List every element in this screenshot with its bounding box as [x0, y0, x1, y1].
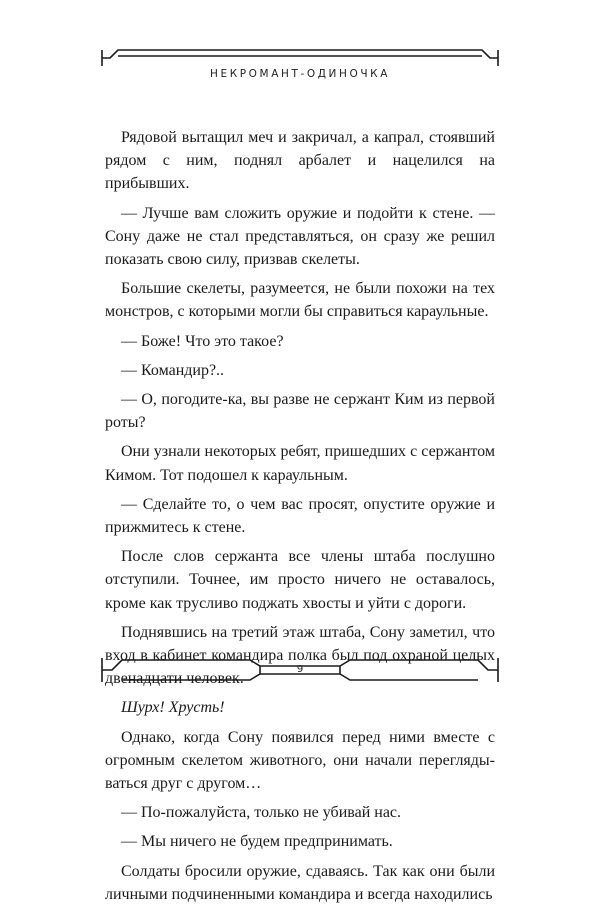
paragraph: — Командир?.. [121, 361, 225, 379]
paragraph: После слов сержанта все члены штаба послушно отступили. Точнее, им просто ничего не оставалось, кроме как трусливо поджать хвосты и уйти с дороги. [105, 548, 495, 612]
paragraph: Однако, когда Сону появился перед ними вместе с огромным скелетом животного, они начали переглядываться друг с другом… [105, 728, 495, 793]
paragraph: Рядовой вытащил меч и закричал, а капрал, стоявший рядом с ним, поднял арбалет и нацелился на прибывших. [105, 129, 495, 193]
paragraph: — По-пожалуйста, только не убивай нас. [121, 804, 402, 822]
paragraph: Солдаты бросили оружие, сдаваясь. Так как они были личными подчиненными командира и всегда находились [105, 862, 495, 903]
paragraph: Поднявшись на третий этаж штаба, Сону заметил, что вход в кабинет командира полка был под охраной целых двенадцати человек. [105, 623, 495, 688]
paragraph: — Сделайте то, о чем вас просят, опустите оружие и прижмитесь к стене. [105, 495, 495, 537]
paragraph: Они узнали некоторых ребят, пришедших с сержантом Кимом. Тот подошел к караульным. [105, 443, 495, 484]
page-number: 9 [296, 664, 304, 675]
paragraph: — Боже! Что это такое? [121, 332, 284, 350]
paragraph: — Лучше вам сложить оружие и подойти к стене. — Сону даже не стал представляться, он сразу же решил показать свою силу, призвав скелеты. [105, 204, 495, 269]
paragraph-sound-effect: Шурх! Хрусть! [121, 699, 225, 717]
paragraph: Большие скелеты, разумеется, не были похожи на тех монстров, с которыми могли бы справиться караульные. [105, 280, 495, 321]
paragraph: — Мы ничего не будем предпринимать. [121, 833, 393, 851]
running-header-title: НЕКРОМАНТ-ОДИНОЧКА [209, 68, 391, 80]
page-text [105, 126, 495, 912]
paragraph: — О, погодите-ка, вы разве не сержант Ким из первой роты? [105, 391, 495, 432]
